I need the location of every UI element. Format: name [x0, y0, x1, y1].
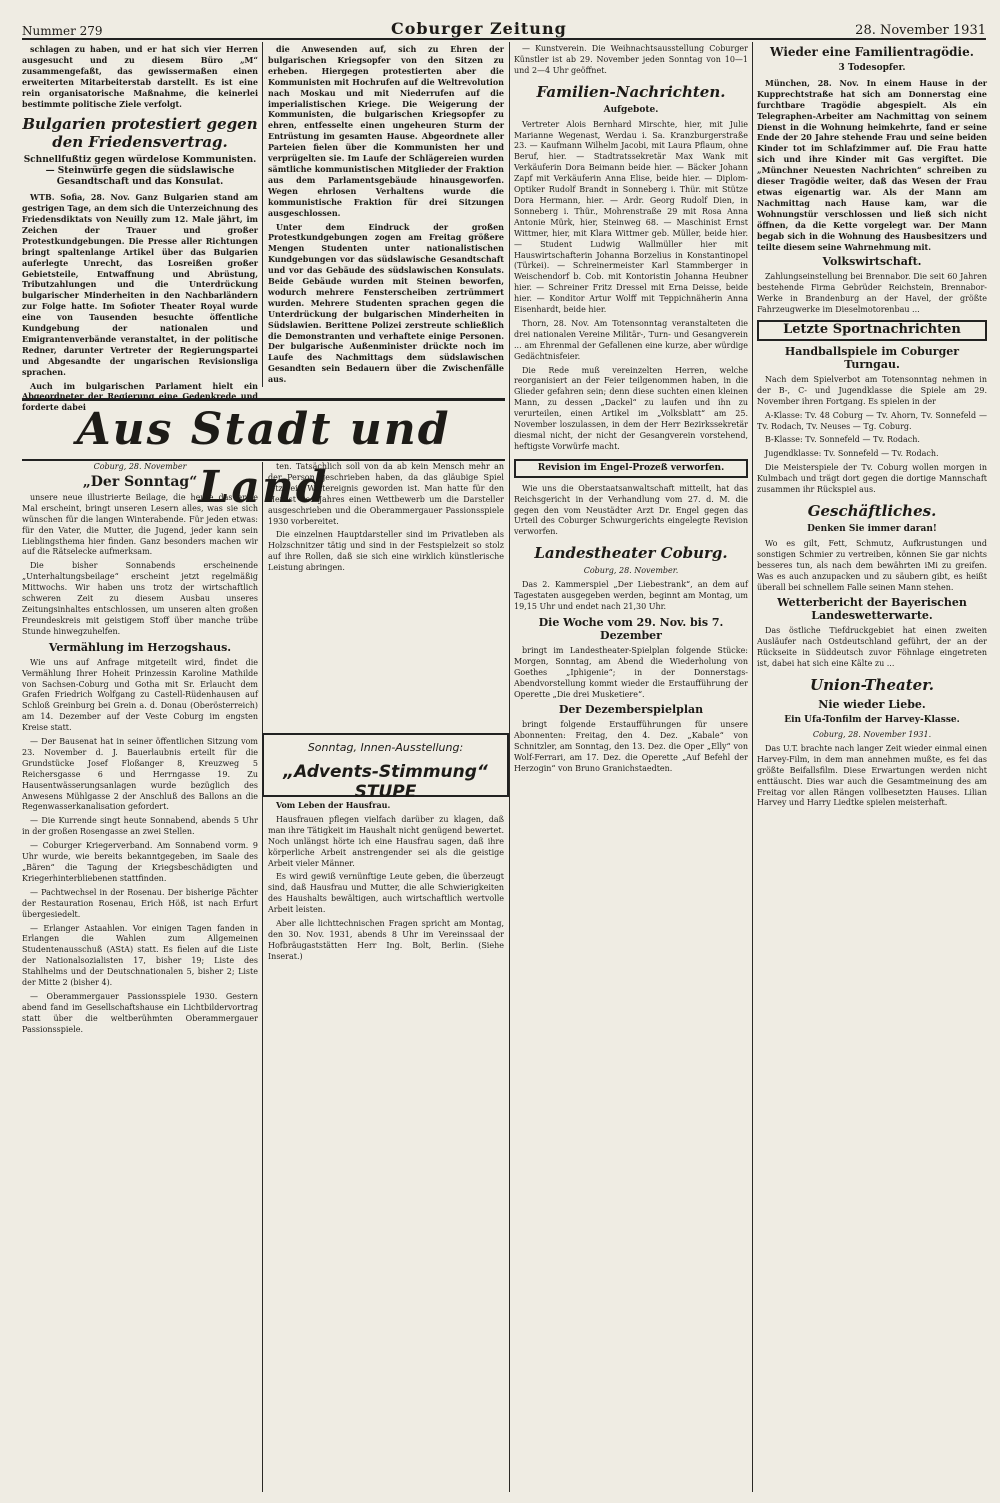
- article-paragraph: Auch im bulgarischen Parlament hielt ein Abgeordneter der Regierung eine Gedenkrede und forderte dabei: [22, 380, 258, 413]
- article-headline: Union-Theater.: [810, 676, 934, 695]
- passion-play-column: [268, 462, 504, 728]
- ad-title: „Advents-Stimmung“ STUPE: [283, 762, 488, 802]
- dateline: Coburg, 28. November 1931.: [812, 729, 932, 739]
- article-paragraph: Die bisher Sonnabends erscheinende „Unterhaltungsbeilage“ erscheint jetzt regelmäßig Mittwochs. Wir haben uns trotz der wirtschaftlich schweren Zeit zu diesem Ausbau unseres Zeitungsinhaltes entschlossen, um unseren alten großen Freundeskreis mit geistigem Stoff über manche trübe Stunde hinwegzuhelfen.: [22, 561, 258, 636]
- article-paragraph: Es wird gewiß vernünftige Leute geben, die überzeugt sind, daß Hausfrau und Mutter, die alle Schwierigkeiten des Haushalts bewältigen, auch wirtschaftlich wertvolle Arbeit leisten.: [268, 872, 504, 915]
- article-paragraph: Unter dem Eindruck der großen Protestkundgebungen zogen am Freitag größere Mengen Studenten unter nationalistischen Kundgebungen vor das südslawische Gesandtschaft und vor das Gebäude des südslawischen Konsulats. Beide Gebäude wurden mit Steinen beworfen, wodurch mehrere Fensterscheiben zertrümmert wurden. Mehrere Studenten sprachen gegen die Unterdrückung der bulgarischen Minderheiten in Südslawien. Berittene Polizei zerstreute schließlich die Demonstranten und verhaftete einige Personen. Der bulgarische Außenminister drückte noch im Laufe des Nachmittags dem südslawischen Gesandten sein Bedauern über die Zwischenfälle aus.: [268, 221, 504, 385]
- article-headline: Vom Leben der Hausfrau.: [276, 800, 391, 810]
- advertisement-stupe: [262, 733, 509, 802]
- article-paragraph: ten. Tatsächlich soll von da ab kein Mensch mehr an der Person geschrieben haben, da das gläubige Spiel jetzt ein Weltereignis geworden ist. Man hatte für den Herbst des Jahres einen Wettbewerb um die Darsteller ausgeschrieben und die Oberammergauer Passionsspiele 1930 vorbereitet.: [268, 462, 504, 526]
- article-paragraph: — Kunstverein. Die Weihnachtsausstellung Coburger Künstler ist ab 29. November jeden Sonntag von 10—1 und 2—4 Uhr geöffnet.: [514, 44, 748, 75]
- ad-topline: Sonntag, Innen-Ausstellung:: [307, 741, 464, 754]
- article-paragraph: Die Meisterspiele der Tv. Coburg wollen morgen in Kulmbach und trägt dort gegen die dortige Mannschaft zusammen ihr Rückspiel aus.: [757, 463, 987, 495]
- article-bulgaria-cont: [268, 44, 504, 394]
- family-theater-column: [514, 44, 748, 1492]
- article-paragraph: bringt folgende Erstaufführungen für unsere Abonnenten: Freitag, den 4. Dez. „Kabale“ von Schnitzler, am Sonntag, den 13. Dez. die Oper „Elly“ von Wolf-Ferrari, am 17. Dez. die Operette „Auf Befehl der Herzogin“ von Bruno Granichstaedten.: [514, 720, 748, 774]
- paper-title: Coburger Zeitung: [390, 19, 567, 38]
- article-bulgaria: [22, 44, 258, 413]
- article-headline: Familien-Nachrichten.: [536, 82, 726, 101]
- article-paragraph: Nach dem Spielverbot am Totensonntag nehmen in der B-, C- und Jugendklasse die Spiele am 29. November ihren Fortgang. Es spielen in der: [757, 374, 987, 406]
- column-rule: [262, 462, 263, 1492]
- article-headline: Die Woche vom 29. Nov. bis 7. Dezember: [538, 615, 724, 642]
- article-paragraph: Wie uns die Oberstaatsanwaltschaft mitteilt, hat das Reichsgericht in der Verhandlung vom 27. d. M. die gegen den vom Neustädter Arzt Dr. Engel gegen das Urteil des Coburger Schwurgerichts eingelegte Revision verworfen.: [514, 483, 748, 537]
- section-heading: Volkswirtschaft.: [822, 255, 922, 269]
- article-headline: Wieder eine Familientragödie.: [770, 45, 974, 59]
- article-headline: Handballspiele im Coburger Turngau.: [784, 344, 960, 371]
- article-paragraph: Zahlungseinstellung bei Brennabor. Die seit 60 Jahren bestehende Firma Gebrüder Reichstein, Brennabor-Werke in Brandenburg an der Havel, der größte Fahrzeugwerke im Dieselmotorenbau ...: [757, 272, 987, 315]
- article-paragraph: — Erlanger Astaahlen. Vor einigen Tagen fanden in Erlangen die Wahlen zum Allgemeinen Studentenausschuß (AStA) statt. Es fielen auf die Liste der Nationalsozialisten 17, bisher 19; Liste des Stahlhelms und der Deutschnationalen 5, bisher 2; Liste der Mitte 2 (bisher 4).: [22, 923, 258, 988]
- article-paragraph: — Der Bausenat hat in seiner öffentlichen Sitzung vom 23. November d. J. Bauerlaubnis erteilt für die Grundstücke Josef Floßanger 8, Kreuzweg 5 Reichersgasse 6 und Herrngasse 19. Zu Hausentwässerungsanlagen wurde bezüglich des Anwesens Mühlgasse 2 der Anschluß des Ballons an die Regenwasserkanalisation gefordert.: [22, 737, 258, 812]
- article-headline: Bulgarien protestiert gegen den Friedensvertrag.: [22, 115, 258, 152]
- article-paragraph: Das U.T. brachte nach langer Zeit wieder einmal einen Harvey-Film, in dem man annehmen mußte, es fei das größte Beifallsfilm. Diese Erwartungen werden nicht enttäuscht. Dies war auch die Gesamtmeinung des am Freitag vor allen Rängen vollbesetzten Hauses. Lilian Harvey und Harry Liedtke spielen meisterhaft.: [757, 743, 987, 808]
- article-paragraph: Die Rede muß vereinzelten Herren, welche reorganisiert an der Feier teilgenommen haben, in die Glieder gefahren sein; denn diese suchten einen kleinen Mann, zu dessen „Dackel“ zu laufen und ihn zu verurteilen, einen Artikel im „Volksblatt“ am 25. November loszulassen, in dem der Herr Bezirkssekretär diesmal nicht, der nicht der Gesangverein vorstehend, heftigste Vorwürfe macht.: [514, 365, 748, 451]
- article-paragraph: A-Klasse: Tv. 48 Coburg — Tv. Ahorn, Tv. Sonnefeld — Tv. Rodach, Tv. Neuses — Tg. Coburg.: [757, 410, 987, 431]
- article-subhead: Ein Ufa-Tonfilm der Harvey-Klasse.: [784, 715, 960, 726]
- article-headline: Geschäftliches.: [807, 502, 937, 520]
- article-paragraph: die Anwesenden auf, sich zu Ehren der bulgarischen Kriegsopfer von den Sitzen zu erheben. Hiergegen protestierten aber die Kommunisten mit Hochrufen auf die Weltrevolution nach Moskau und mit Niederrufen auf die imperialistischen Kriege. Die Weigerung der Kommunisten, die bulgarischen Kriegsopfer zu ehren, entfesselte einen ungeheuren Sturm der Entrüstung im gesamten Hause. Abgeordnete aller Parteien fielen über die Kommunisten her und verprügelten sie. Im Laufe der Schlägereien wurden sämtliche kommunistischen Mitglieder der Fraktion aus dem Parlamentsgebäude hinausgeworfen. Wegen ehrlosen Verhaltens wurde die kommunistische Fraktion für drei Sitzungen ausgeschlossen.: [268, 44, 504, 218]
- article-subhead: Denken Sie immer daran!: [807, 524, 937, 534]
- issue-date: 28. November 1931: [855, 23, 986, 38]
- article-paragraph: Hausfrauen pflegen vielfach darüber zu klagen, daß man ihre Tätigkeit im Haushalt nicht genügend bewertet. Noch unlängst hörte ich eine Hausfrau sagen, daß ihre körperliche Arbeit anstrengender sei als die geistige Arbeit vieler Männer.: [268, 814, 504, 868]
- local-news-column: [22, 462, 258, 1492]
- article-subhead: Nie wieder Liebe.: [818, 698, 926, 712]
- article-paragraph: — Oberammergauer Passionsspiele 1930. Gestern abend fand im Gesellschaftshause ein Lichtbildervortrag statt über die weltberühmten Oberammergauer Passionsspiele.: [22, 991, 258, 1034]
- article-subhead: Aufgebote.: [603, 104, 659, 115]
- issue-number: Nummer 279: [22, 24, 103, 38]
- sonntag-heading: „Der Sonntag“: [82, 473, 198, 490]
- article-paragraph: [268, 800, 504, 812]
- sports-box: Letzte Sportnachrichten: [757, 320, 987, 341]
- section-banner: Aus Stadt und Land: [22, 398, 505, 461]
- article-paragraph: Wie uns auf Anfrage mitgeteilt wird, findet die Vermählung Ihrer Hoheit Prinzessin Karoline Mathilde von Sachsen-Coburg und Gotha mit Sr. Erlaucht dem Grafen Friedrich Wolfgang zu Castell-Rüdenhausen auf Schloß Greinburg bei Grein a. d. Donau (Oberösterreich) am 14. Dezember auf der Veste Coburg im engsten Kreise statt.: [22, 657, 258, 733]
- column-rule: [262, 42, 263, 387]
- article-subhead: 3 Todesopfer.: [838, 63, 906, 73]
- article-paragraph: unsere neue illustrierte Beilage, die heute das erste Mal erscheint, bringt unseren Lesern alles, was sie sich wünschen für die langen Winterabende. Für jeden etwas: für den Vater, die Mutter, die Jugend, jeder kann sein Lieblingsthema hier finden. Ganz besonders machen wir auf die Rätselecke aufmerksam.: [22, 492, 258, 557]
- article-paragraph: Das östliche Tiefdruckgebiet hat einen zweiten Ausläufer nach Ostdeutschland geführt, der an der Rückseite in Süddeutsch zuvor Föhnlage eingetreten ist, dabei hat sich eine Kälte zu ...: [757, 626, 987, 669]
- article-paragraph: Das 2. Kammerspiel „Der Liebestrank“, an dem auf Tagestaten ausgegeben werden, beginnt am Montag, um 19,15 Uhr und endet nach 21,30 Uhr.: [514, 580, 748, 611]
- article-paragraph: — Pachtwechsel in der Rosenau. Der bisherige Pächter der Restauration Rosenau, Erich Höß, ist nach Erfurt übergesiedelt.: [22, 887, 258, 919]
- article-subhead: Schnellfußtiz gegen würdelose Kommunisten. — Steinwürfe gegen die südslawische Gesandtschaft und das Konsulat.: [23, 155, 257, 188]
- article-paragraph: — Die Kurrende singt heute Sonnabend, abends 5 Uhr in der großen Rosengasse an zwei Stellen.: [22, 816, 258, 837]
- column-rule: [509, 42, 510, 1492]
- article-paragraph: Jugendklasse: Tv. Sonnefeld — Tv. Rodach.: [765, 449, 939, 459]
- article-headline: Landestheater Coburg.: [534, 544, 728, 563]
- article-paragraph: Vertreter Alois Bernhard Mirschte, hier, mit Julie Marianne Wegenast, Werdau i. Sa. Kranzburgerstraße 23. — Kaufmann Wilhelm Jacobi, mit Laura Pflaum, ohne Beruf, hier. — Stadtratssekretär Max Wank mit Verkäuferin Dora Beimann beide hier. — Bäcker Johann Zapf mit Verkäuferin Anna Elise, beide hier. — Diplom-Optiker Rudolf Brandt in Sonneberg i. Thür. mit Stütze Dora Hermann, hier. — Ardr. Georg Rudolf Dien, in Sonneberg i. Thür., Mohrenstraße 29 mit Rosa Anna Antonie Mürk, hier, Steinweg 68. — Maschinist Ernst Wittmer, hier, mit Klara Wittmer geb. Müller, beide hier. — Student Ludwig Wallmüller hier mit Hauswirtschafterin Johanna Borzelius in Konstantinopel (Türkei). — Schreinermeister Karl Stammberger in Weischendorf b. Cob. mit Kontoristin Johanna Heubner hier. — Schreiner Fritz Dressel mit Erna Deisse, beide hier. — Konditor Artur Wolff mit Teppichnäherin Anna Eisenhardt, beide hier.: [514, 119, 748, 315]
- article-paragraph: B-Klasse: Tv. Sonnefeld — Tv. Rodach.: [765, 435, 920, 445]
- article-paragraph: — Coburger Kriegerverband. Am Sonnabend vorm. 9 Uhr wurde, wie bereits bekanntgegeben, im Saale des „Bären“ die Tagung der Kriegsbeschädigten und Kriegerhinterbliebenen stattfinden.: [22, 841, 258, 883]
- article-paragraph: bringt im Landestheater-Spielplan folgende Stücke: Morgen, Sonntag, am Abend die Wiederholung von Goethes „Iphigenie“; in der Donnerstags-Abendvorstellung kommt wieder die Erstaufführung der Operette „Die drei Musketiere“.: [514, 645, 748, 699]
- dateline: Coburg, 28. November: [93, 462, 187, 471]
- article-paragraph: München, 28. Nov. In einem Hause in der Kupprechtstraße hat sich am Donnerstag eine furchtbare Tragödie abgespielt. Als ein Telegraphen-Arbeiter am Nachmittag von seinem Dienst in die Wohnung heimkehrte, fand er seine Ende der 20 Jahre stehende Frau und seine beiden Kinder tot im Schlafzimmer auf. Die Frau hatte sich und ihre Kinder mit Gas vergiftet. Die „Münchner Neuesten Nachrichten“ schreiben zu dieser Tragödie weiter, daß das Wesen der Frau etwas eigenartig war. Als der Mann am Nachmittag nach Hause kam, war die Wohnungstür verschlossen und ließ sich nicht öffnen, da die Kette vorgelegt war. Der Mann begab sich in die Wohnung des Hausbesitzers und teilte diesem seine Wahrnehmung mit.: [757, 77, 987, 252]
- right-column: [757, 44, 987, 1492]
- article-paragraph: Aber alle lichttechnischen Fragen spricht am Montag, den 30. Nov. 1931, abends 8 Uhr im Vereinssaal der Hofbräugaststätten Herr Ing. Bolt, Berlin. (Siehe Inserat.): [268, 919, 504, 961]
- article-intro: schlagen zu haben, und er hat sich vier Herren ausgesucht und zu diesem Büro „M“ zusammengefaßt, das gewissermaßen einen erweiterten Mitarbeiterstab darstellt. Es ist eine rein organisatorische Maßnahme, die keinerlei bestimmte politische Ziele verfolgt.: [22, 44, 258, 109]
- article-paragraph: Die einzelnen Hauptdarsteller sind im Privatleben als Holzschnitzer tätig und sind in der Festspielzeit so stolz auf ihre Rollen, daß sie sich eine wirklich künstlerische Leistung abringen.: [268, 530, 504, 573]
- article-headline: Vermählung im Herzogshaus.: [48, 640, 232, 654]
- article-paragraph: Wo es gilt, Fett, Schmutz, Aufkrustungen und sonstigen Schmier zu vertreiben, können Sie gar nichts besseres tun, als nach dem bewährten iMi zu greifen. Was es auch anzupacken und zu säubern gibt, es heißt überall bei schnellem Falle seinen Mann stehen.: [757, 538, 987, 592]
- dateline: Coburg, 28. November.: [583, 566, 679, 576]
- column-rule: [752, 42, 753, 1492]
- article-headline: Wetterbericht der Bayerischen Landeswetterwarte.: [777, 596, 967, 623]
- notice-box: Revision im Engel-Prozeß verworfen.: [514, 459, 748, 478]
- article-paragraph: WTB. Sofia, 28. Nov. Ganz Bulgarien stand am gestrigen Tage, an dem sich die Unterzeichnung des Friedensdiktats von Neuilly zum 12. Male jährt, im Zeichen der Trauer und großer Protestkundgebungen. Die Presse aller Richtungen bringt spaltenlange Artikel über das Bulgarien auferlegte Unrecht, das Losreißen großer Gebietsteile, Entwaffnung und Abrüstung, Tributzahlungen und die Unterdrückung bulgarischer Minderheiten in den Nachbarländern zur Folge hatte. Im Sofioter Theater Royal wurde eine von Tausenden besuchte öffentliche Kundgebung der nationalen und Emigrantenverbände veranstaltet, in der politische Redner, darunter Vertreter der Regierungspartei und Abgesandte der ungarischen Revisionsliga sprachen.: [22, 192, 258, 377]
- page-header: [22, 10, 986, 40]
- hausfrau-column: [268, 800, 504, 1492]
- article-headline: Der Dezemberspielplan: [558, 703, 704, 717]
- article-paragraph: Thorn, 28. Nov. Am Totensonntag veranstalteten die drei nationalen Vereine Militär-, Turn- und Gesangverein ... am Ehrenmal der Gefallenen eine kurze, aber würdige Gedächtnisfeier.: [514, 318, 748, 361]
